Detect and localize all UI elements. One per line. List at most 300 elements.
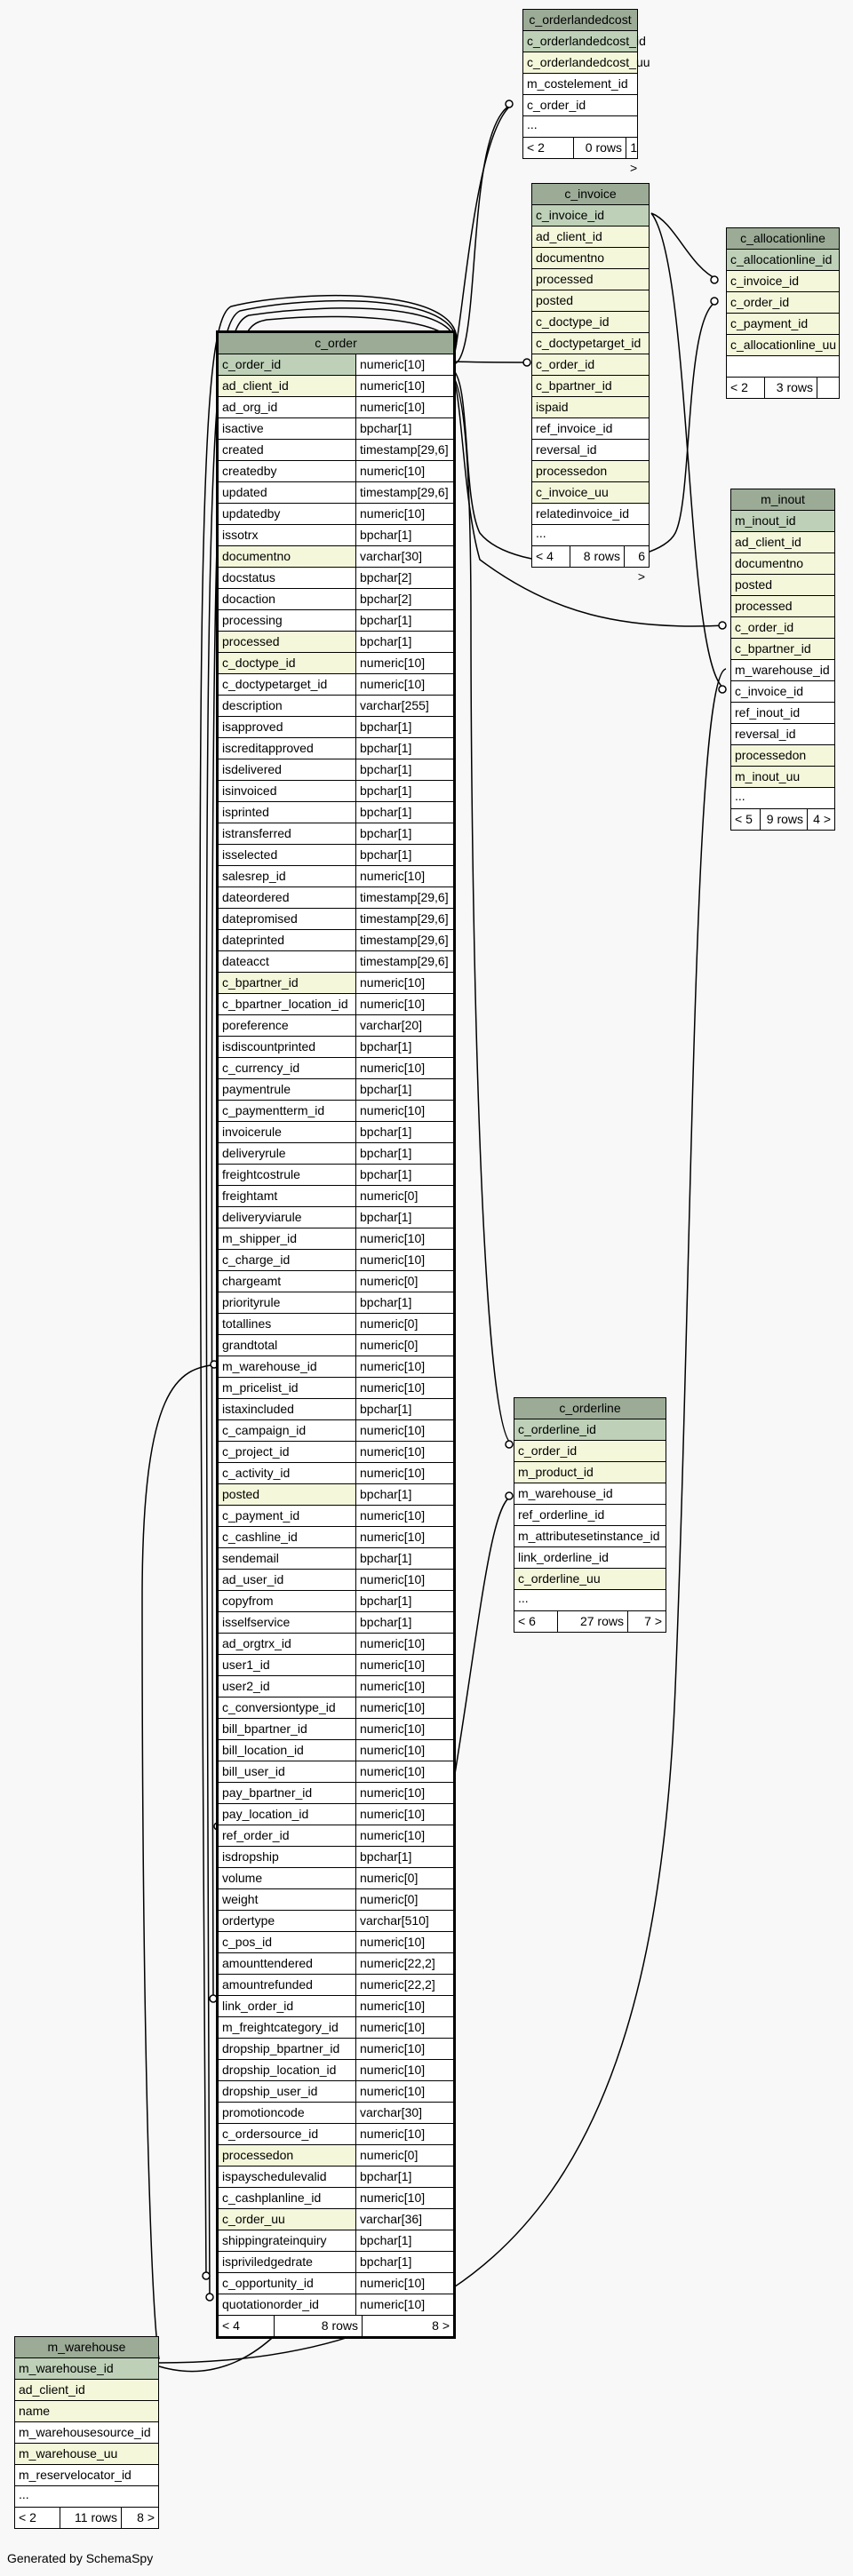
table-footer [523,138,638,175]
column-name: freightamt [222,1189,278,1203]
column-name: m_warehouse_id [518,1486,613,1500]
table-row [532,376,649,397]
table-row [219,1250,453,1271]
column-name: ispaid [536,400,569,414]
row-count: 0 rows [574,138,626,158]
table-row [532,248,649,269]
column-type: bpchar[1] [355,1548,453,1569]
column-name: ad_client_id [222,378,289,393]
column-name: c_pos_id [222,1935,273,1949]
column-name: m_product_id [518,1465,594,1479]
table-row [514,1419,666,1441]
table-row [219,1399,453,1420]
column-name: bill_bpartner_id [222,1721,307,1736]
table-row [219,1527,453,1548]
table-row [523,95,637,116]
table-title: c_order [219,333,453,354]
column-name: m_shipper_id [222,1231,298,1245]
table-row [523,31,646,52]
column-name: salesrep_id [222,869,286,883]
column-name: ad_org_id [222,400,278,414]
table-row [219,759,453,781]
rel-orderlandedcost-order-2 [450,104,513,366]
table-row [532,290,649,312]
table-row [219,1804,453,1825]
column-type: numeric[10] [355,1378,453,1398]
column-type: numeric[10] [355,1527,453,1547]
row-count: 27 rows [558,1611,628,1632]
column-name: c_currency_id [222,1061,300,1075]
parents-link[interactable]: < 5 [731,809,761,830]
table-row [731,553,834,575]
column-type: numeric[0] [355,1314,453,1334]
table-title: c_allocationline [727,228,839,250]
column-name: quotationorder_id [222,2297,319,2311]
column-name: c_project_id [222,1444,290,1459]
table-row [219,1058,453,1079]
table-row [219,1228,453,1250]
generated-by-label: Generated by SchemaSpy [7,2551,154,2565]
column-name: c_charge_id [222,1252,291,1267]
row-count: 11 rows [60,2508,122,2528]
column-type: numeric[10] [355,397,453,417]
parents-link[interactable]: < 2 [15,2508,60,2528]
column-name: istransferred [222,826,291,840]
table-row [15,2422,158,2444]
column-name: m_warehouse_id [222,1359,317,1373]
column-name: dropship_bpartner_id [222,2041,340,2055]
column-name: c_order_id [527,98,586,112]
rel-inout-invoice [651,213,726,689]
column-type: varchar[20] [355,1015,453,1036]
table-c-orderline[interactable] [514,1397,666,1633]
row-count: 8 rows [570,546,625,567]
table-row [219,1015,453,1037]
table-row [219,1591,453,1612]
column-name: dropship_location_id [222,2063,337,2077]
column-name: c_orderlandedcost_id [527,34,646,48]
column-type: bpchar[1] [355,802,453,823]
table-row [219,973,453,994]
table-row [514,1569,666,1590]
column-type: bpchar[1] [355,632,453,652]
column-name: processed [222,634,280,648]
table-row [532,504,649,525]
table-row [219,887,453,909]
table-row [219,674,453,696]
table-row [219,1420,453,1442]
column-type: numeric[10] [355,653,453,673]
table-row [731,681,834,703]
table-row [219,2039,453,2060]
column-type: numeric[10] [355,461,453,481]
column-type: numeric[10] [355,1804,453,1825]
column-name: isdelivered [222,762,282,776]
column-name: c_ordersource_id [222,2127,319,2141]
table-row [219,1634,453,1655]
column-name: documentno [735,556,804,570]
column-name: ad_client_id [19,2382,85,2397]
column-name: bill_location_id [222,1743,304,1757]
column-name: chargeamt [222,1274,282,1288]
table-row [219,1570,453,1591]
table-row [219,1463,453,1484]
rel-orderlandedcost-order [450,104,513,364]
table-row [219,1761,453,1783]
column-name: c_bpartner_id [735,641,811,656]
row-count: 9 rows [761,809,808,830]
table-row [219,1442,453,1463]
column-type: numeric[0] [355,1868,453,1888]
column-name: ref_inout_id [735,705,801,720]
column-name: poreference [222,1018,289,1032]
column-name: c_cashplanline_id [222,2190,322,2205]
table-row [219,1697,453,1719]
table-row [219,1484,453,1506]
crowsfoot-orderline-order [506,1441,513,1448]
column-type: numeric[10] [355,1420,453,1441]
crowsfoot-orderline-warehouse [506,1492,513,1499]
column-name: c_order_uu [222,2212,285,2226]
table-row [219,525,453,546]
column-name: ad_user_id [222,1572,284,1586]
column-name: c_orderline_uu [518,1571,601,1586]
table-row [219,2188,453,2209]
table-footer [731,809,834,830]
table-c-order[interactable] [216,330,456,2339]
table-row [523,74,637,95]
table-row [219,1207,453,1228]
column-name: pay_bpartner_id [222,1785,313,1800]
column-type: numeric[10] [355,2188,453,2208]
table-row [219,1079,453,1101]
ellipsis: ... [523,116,637,138]
table-row [532,333,649,354]
column-name: c_orderline_id [518,1422,596,1436]
column-name: posted [735,577,773,592]
column-type: numeric[10] [355,1697,453,1718]
column-name: pay_location_id [222,1807,309,1821]
column-name: priorityrule [222,1295,281,1309]
column-type: numeric[10] [355,994,453,1014]
column-name: c_cashline_id [222,1530,298,1544]
table-row [219,1378,453,1399]
table-title: c_orderlandedcost [523,10,637,31]
table-row [219,930,453,951]
column-type: numeric[0] [355,1186,453,1206]
column-type: varchar[255] [355,696,453,716]
table-row [219,1655,453,1676]
column-name: isapproved [222,720,283,734]
column-name: volume [222,1871,263,1885]
table-title: m_inout [731,489,834,511]
column-name: amountrefunded [222,1977,313,1992]
parents-link[interactable]: < 4 [219,2316,275,2336]
column-name: m_freightcategory_id [222,2020,339,2034]
column-type: bpchar[1] [355,1292,453,1313]
parents-link[interactable]: < 4 [532,546,570,567]
column-type: numeric[10] [355,2081,453,2102]
table-row [219,1719,453,1740]
children-link[interactable]: 6 > [637,549,645,584]
column-type: numeric[0] [355,1335,453,1356]
column-name: ad_client_id [536,229,602,243]
column-name: c_allocationline_id [730,252,833,266]
table-row [219,2081,453,2103]
table-footer [727,378,839,398]
column-name: processedon [735,748,807,762]
c-order-columns [219,354,453,2316]
column-type: bpchar[1] [355,738,453,759]
table-row [219,2145,453,2167]
column-name: ref_invoice_id [536,421,613,435]
column-type: bpchar[1] [355,1165,453,1185]
table-row [219,2230,453,2252]
table-row [731,511,834,532]
table-row [532,482,649,504]
column-name: c_doctypetarget_id [222,677,328,691]
table-row [532,354,649,376]
crowsfoot-order-self-4 [203,2272,210,2279]
table-row [219,1506,453,1527]
rel-order-warehouse [142,1364,218,2359]
column-type: varchar[510] [355,1911,453,1931]
table-row [219,568,453,589]
column-name: c_orderlandedcost_uu [527,55,650,69]
column-type: numeric[10] [355,1740,453,1761]
column-name: c_order_id [536,357,595,371]
column-type: numeric[10] [355,866,453,886]
table-row [727,314,839,335]
table-row [532,418,649,440]
table-row [514,1483,666,1505]
column-name: c_order_id [730,295,790,309]
table-row [219,2209,453,2230]
column-name: datepromised [222,911,298,926]
column-name: docaction [222,592,275,606]
column-name: isprinted [222,805,269,819]
table-row [219,2017,453,2039]
column-name: dropship_user_id [222,2084,318,2098]
column-name: documentno [222,549,291,563]
column-name: isdropship [222,1849,279,1864]
table-row [514,1441,666,1462]
column-name: c_activity_id [222,1466,291,1480]
column-name: description [222,698,283,712]
table-row [731,767,834,788]
column-type: numeric[10] [355,973,453,993]
column-name: ad_orgtrx_id [222,1636,291,1650]
column-type: numeric[10] [355,1825,453,1846]
rel-orderline-order [450,373,513,1444]
column-type: numeric[10] [355,1655,453,1675]
column-type: timestamp[29,6] [355,440,453,460]
table-row [731,703,834,724]
column-type: numeric[10] [355,2294,453,2315]
children-link[interactable]: 8 > [432,2318,450,2333]
children-link[interactable]: 4 > [813,812,831,826]
column-name: m_costelement_id [527,76,628,91]
column-name: weight [222,1892,259,1906]
column-name: m_warehouse_id [19,2361,114,2375]
column-name: reversal_id [536,442,597,457]
column-type: numeric[10] [355,2017,453,2038]
column-name: c_paymentterm_id [222,1103,325,1117]
column-type: numeric[10] [355,1634,453,1654]
table-row [532,269,649,290]
table-c-orderlandedcost[interactable] [522,9,650,175]
column-name: processing [222,613,283,627]
parents-link[interactable]: < 6 [514,1611,558,1632]
column-type: numeric[10] [355,2060,453,2080]
column-name: documentno [536,250,605,265]
table-row [219,1186,453,1207]
parents-link[interactable]: < 2 [727,378,765,398]
table-row [532,461,649,482]
table-row [15,2465,158,2486]
parents-link[interactable]: < 2 [523,138,574,158]
table-row [727,335,839,356]
column-type: numeric[10] [355,1442,453,1462]
table-row [532,227,649,248]
column-type: bpchar[2] [355,589,453,609]
table-row [219,610,453,632]
table-row [219,1889,453,1911]
column-type: numeric[22,2] [355,1975,453,1995]
table-m-inout[interactable] [730,489,835,831]
table-row [731,724,834,745]
table-row [219,1271,453,1292]
column-name: istaxincluded [222,1402,294,1416]
table-title: c_invoice [532,184,649,205]
column-type: numeric[10] [355,674,453,695]
table-row [219,2294,453,2316]
column-name: totallines [222,1316,272,1331]
crowsfoot-invoice-order [523,359,530,366]
column-name: ad_client_id [735,535,801,549]
table-row [514,1547,666,1569]
column-name: c_invoice_id [735,684,804,698]
column-type: bpchar[1] [355,610,453,631]
table-row [219,397,453,418]
table-row [219,1996,453,2017]
column-name: user1_id [222,1658,270,1672]
table-c-allocationline[interactable] [726,227,840,399]
column-type: numeric[10] [355,1996,453,2016]
table-row [15,2380,158,2401]
row-count: 3 rows [765,378,817,398]
column-type: timestamp[29,6] [355,930,453,950]
column-name: copyfrom [222,1594,274,1608]
column-name: c_order_id [222,357,282,371]
column-name: c_allocationline_uu [730,338,837,352]
column-type: bpchar[1] [355,1143,453,1164]
column-type: numeric[10] [355,1463,453,1483]
column-type: numeric[0] [355,1889,453,1910]
table-row [219,2124,453,2145]
table-row [219,1911,453,1932]
column-name: isactive [222,421,264,435]
column-type: bpchar[1] [355,2167,453,2187]
table-row [219,909,453,930]
table-row [219,1847,453,1868]
table-row [731,660,834,681]
column-name: ref_orderline_id [518,1507,605,1522]
children-link[interactable]: 7 > [644,1614,662,1628]
table-m-warehouse[interactable] [14,2336,159,2529]
column-name: processed [735,599,793,613]
children-link[interactable]: 1 > [630,140,638,175]
column-type: numeric[0] [355,2145,453,2166]
column-type: varchar[30] [355,2103,453,2123]
column-name: iscreditapproved [222,741,314,755]
column-name: posted [222,1487,260,1501]
table-row [219,2060,453,2081]
column-type: numeric[10] [355,1719,453,1739]
table-row [219,2273,453,2294]
ellipsis: ... [532,525,649,546]
column-type: numeric[10] [355,354,453,375]
table-row [219,2167,453,2188]
table-row [219,589,453,610]
column-type: varchar[30] [355,546,453,567]
table-row [219,461,453,482]
table-row [219,632,453,653]
children-link[interactable]: 8 > [137,2510,155,2524]
table-row [219,781,453,802]
table-row [15,2401,158,2422]
table-row [219,1548,453,1570]
table-row [219,994,453,1015]
table-row [731,532,834,553]
column-type: bpchar[1] [355,1037,453,1057]
table-row [219,2103,453,2124]
table-row [219,802,453,823]
ellipsis [727,356,839,378]
column-type: bpchar[1] [355,1591,453,1611]
column-name: c_payment_id [730,316,809,330]
column-name: deliveryviarule [222,1210,302,1224]
table-title: m_warehouse [15,2337,158,2358]
table-row [219,504,453,525]
row-count: 8 rows [275,2316,363,2336]
table-row [514,1526,666,1547]
column-name: m_warehouse_id [735,663,830,677]
column-name: c_campaign_id [222,1423,307,1437]
column-name: isselected [222,847,278,862]
column-type: bpchar[1] [355,823,453,844]
column-name: dateacct [222,954,269,968]
table-row [727,292,839,314]
table-row [727,250,839,271]
table-c-invoice[interactable] [531,183,650,584]
column-name: bill_user_id [222,1764,285,1778]
column-type: numeric[10] [355,2124,453,2144]
ellipsis: ... [15,2486,158,2508]
column-name: ispayschedulevalid [222,2169,327,2183]
table-row [219,418,453,440]
column-type: numeric[10] [355,1101,453,1121]
column-name: c_order_id [735,620,794,634]
column-name: ispriviledgedrate [222,2254,313,2269]
table-row [219,1335,453,1356]
table-row [219,1314,453,1335]
table-row [219,696,453,717]
column-type: bpchar[1] [355,1079,453,1100]
column-type: timestamp[29,6] [355,887,453,908]
table-row [219,546,453,568]
column-type: bpchar[1] [355,418,453,439]
